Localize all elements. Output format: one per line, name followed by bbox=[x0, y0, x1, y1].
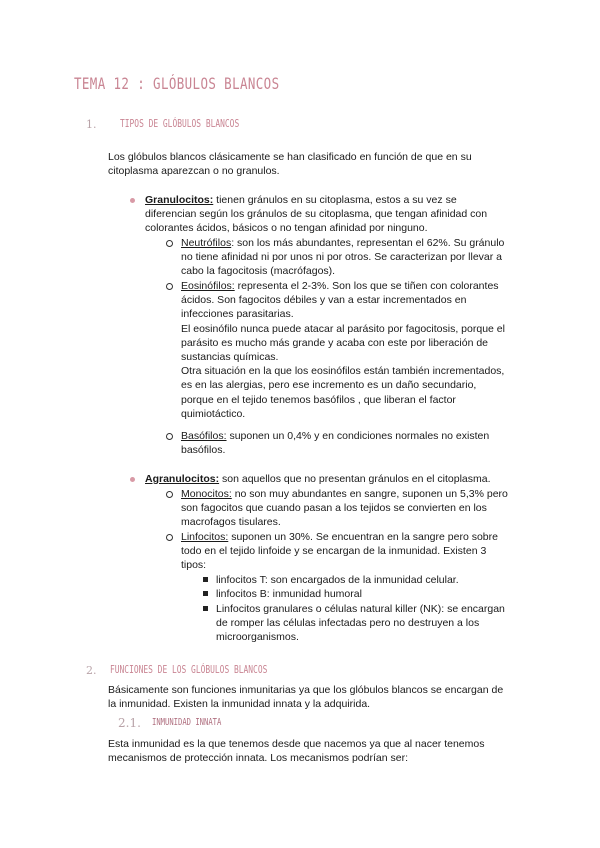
bullet-icon bbox=[130, 477, 135, 482]
section1-number: 1. bbox=[86, 118, 97, 131]
linfocitos-line bbox=[181, 530, 527, 544]
basofilos-label: Basófilos: bbox=[181, 430, 227, 442]
granulocitos-line: colorantes ácidos, básicos o no tengan afinidad por ninguno. bbox=[145, 222, 428, 235]
section2-line: la inmunidad. Existen la inmunidad innata y la adquirida. bbox=[108, 698, 371, 711]
circle-bullet-icon bbox=[166, 433, 173, 440]
linfocito-tipo-item bbox=[216, 587, 527, 601]
eosinofilos-text: representa el 2-3%. Son los que se tiñen con colorantes bbox=[234, 280, 499, 292]
section2-1-heading: INMUNIDAD INNATA bbox=[152, 717, 222, 728]
eosinofilos-line: Otra situación en la que los eosinófilos están también incrementados, bbox=[181, 365, 505, 378]
linfocito-tipo-line: linfocitos T: son encargados de la inmunidad celular. bbox=[216, 574, 459, 586]
section2-1-text bbox=[108, 737, 528, 765]
circle-bullet-icon bbox=[166, 283, 173, 290]
granulocitos-line: diferencian según los gránulos de su citoplasma, que tengan afinidad con bbox=[145, 208, 488, 221]
agranulocitos-item bbox=[145, 472, 527, 486]
linfocitos-line: todo en el tejido linfoide y se encargan de la inmunidad. Existen 3 bbox=[181, 545, 487, 558]
section1-heading: TIPOS DE GLÓBULOS BLANCOS bbox=[120, 117, 240, 130]
square-bullet-icon bbox=[203, 591, 208, 596]
eosinofilos-line: El eosinófilo nunca puede atacar al parásito por fagocitosis, porque el bbox=[181, 322, 505, 335]
basofilos-item bbox=[181, 429, 527, 457]
eosinofilos-line bbox=[181, 279, 527, 293]
linfocito-tipo-item bbox=[216, 573, 527, 587]
monocitos-line bbox=[181, 487, 527, 501]
monocitos-line: macrofagos tisulares. bbox=[181, 516, 281, 529]
eosinofilos-line: porque en el tejido tenemos basófilos , que liberan el factor bbox=[181, 393, 456, 406]
section2-number: 2. bbox=[86, 664, 97, 677]
basofilos-line bbox=[181, 429, 527, 443]
neutrofilos-text: : son los más abundantes, representan el 62%. Su gránulo bbox=[231, 237, 505, 249]
granulocitos-line bbox=[145, 193, 527, 207]
eosinofilos-line: infecciones parasitarias. bbox=[181, 308, 294, 321]
section2-line: Básicamente son funciones inmunitarias ya que los glóbulos blancos se encargan de bbox=[108, 684, 504, 696]
eosinofilos-line: es en las alergias, pero ese incremento es un daño secundario, bbox=[181, 379, 477, 392]
neutrofilos-line: no tiene afinidad ni por unos ni por otros. Se caracterizan por llevar a bbox=[181, 251, 503, 264]
basofilos-text: suponen un 0,4% y en condiciones normales no existen bbox=[226, 430, 490, 442]
circle-bullet-icon bbox=[166, 240, 173, 247]
linfocito-tipo-item bbox=[216, 602, 527, 645]
eosinofilos-line: parásito es mucho más grande y acaba con este por liberación de bbox=[181, 336, 489, 349]
section2-1-line: mecanismos de protección innata. Los mecanismos podrían ser: bbox=[108, 752, 408, 765]
section2-text bbox=[108, 683, 528, 711]
section2-1-line: Esta inmunidad es la que tenemos desde que nacemos ya que al nacer tenemos bbox=[108, 738, 485, 750]
linfocito-tipo-line: de romper las células infectadas pero no destruyen a los bbox=[216, 617, 480, 630]
neutrofilos-label: Neutrófilos bbox=[181, 237, 232, 249]
neutrofilos-line bbox=[181, 236, 527, 250]
eosinofilos-line: ácidos. Son fagocitos débiles y van a estar incrementados en bbox=[181, 294, 467, 307]
monocitos-text: no son muy abundantes en sangre, suponen un 5,3% pero bbox=[231, 488, 508, 500]
page-title: TEMA 12 : GLÓBULOS BLANCOS bbox=[74, 74, 280, 93]
granulocitos-item bbox=[145, 193, 527, 236]
basofilos-line: basófilos. bbox=[181, 444, 226, 457]
square-bullet-icon bbox=[203, 606, 208, 611]
section2-1-number: 2.1. bbox=[118, 716, 141, 730]
neutrofilos-item bbox=[181, 236, 527, 279]
section2-heading: FUNCIONES DE LOS GLÓBULOS BLANCOS bbox=[110, 663, 268, 676]
granulocitos-text: tienen gránulos en su citoplasma, estos a su vez se bbox=[213, 194, 457, 206]
section1-intro bbox=[108, 150, 528, 178]
intro-line: citoplasma aparezcan o no granulos. bbox=[108, 165, 280, 178]
linfocito-tipo-line: microorganismos. bbox=[216, 631, 299, 644]
monocitos-item bbox=[181, 487, 527, 530]
intro-line: Los glóbulos blancos clásicamente se han clasificado en función de que en su bbox=[108, 151, 472, 163]
eosinofilos-line: quimiotáctico. bbox=[181, 407, 246, 420]
monocitos-line: son fagocitos que cuando pasan a los tejidos se convierten en los bbox=[181, 502, 487, 515]
monocitos-label: Monocitos: bbox=[181, 488, 232, 500]
eosinofilos-line: sustancias químicas. bbox=[181, 351, 279, 364]
neutrofilos-line: cabo la fagocitosis (macrófagos). bbox=[181, 265, 336, 278]
circle-bullet-icon bbox=[166, 491, 173, 498]
granulocitos-label: Granulocitos: bbox=[145, 194, 214, 206]
eosinofilos-item bbox=[181, 279, 527, 421]
linfocitos-text: suponen un 30%. Se encuentran en la sangre pero sobre bbox=[228, 531, 498, 543]
agranulocitos-label: Agranulocitos: bbox=[145, 473, 220, 485]
bullet-icon bbox=[130, 198, 135, 203]
agranulocitos-line bbox=[145, 472, 527, 486]
linfocito-tipo-line: linfocitos B: inmunidad humoral bbox=[216, 588, 362, 600]
eosinofilos-label: Eosinófilos: bbox=[181, 280, 235, 292]
linfocitos-item bbox=[181, 530, 527, 573]
linfocitos-label: Linfocitos: bbox=[181, 531, 229, 543]
linfocitos-line: tipos: bbox=[181, 559, 207, 572]
linfocito-tipo-line: Linfocitos granulares o células natural killer (NK): se encargan bbox=[216, 603, 505, 615]
circle-bullet-icon bbox=[166, 534, 173, 541]
square-bullet-icon bbox=[203, 577, 208, 582]
agranulocitos-text: son aquellos que no presentan gránulos en el citoplasma. bbox=[219, 473, 491, 485]
